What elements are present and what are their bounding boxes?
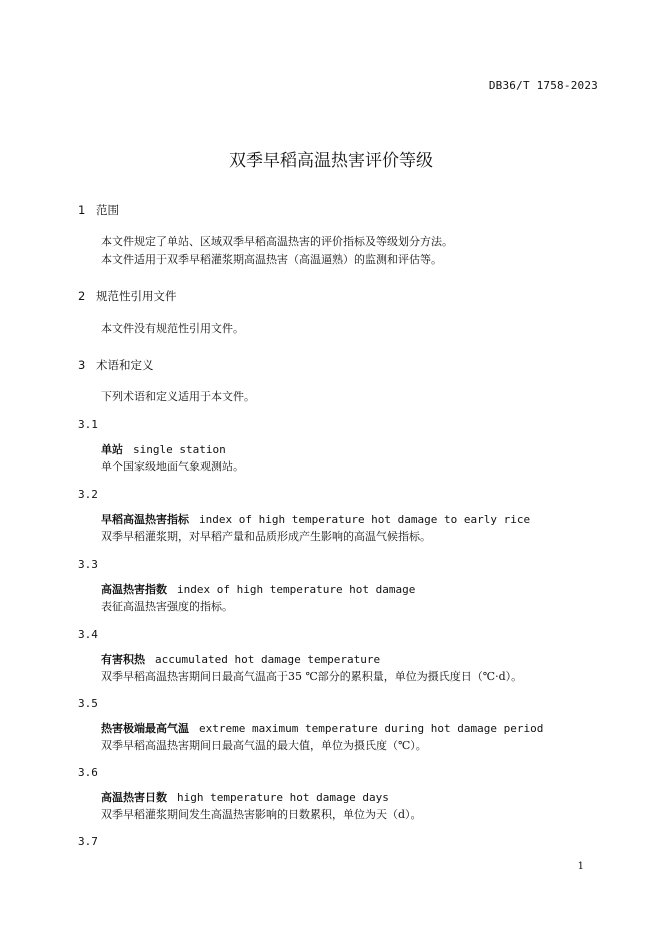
term-entry: [101, 651, 380, 668]
paragraph: 下列术语和定义适用于本文件。: [101, 390, 255, 403]
term-english: high temperature hot damage days: [177, 791, 389, 804]
section-heading-3: [78, 357, 154, 373]
term-entry: [101, 789, 389, 806]
section-heading-2: [78, 288, 177, 304]
term-definition: 表征高温热害强度的指标。: [101, 600, 233, 613]
term-number: 3.3: [78, 558, 98, 571]
term-definition: 单个国家级地面气象观测站。: [101, 460, 244, 473]
section-title: 术语和定义: [96, 358, 154, 372]
document-number: DB36/T 1758-2023: [488, 79, 598, 92]
section-number: 3: [78, 358, 86, 372]
term-entry: [101, 720, 543, 737]
paragraph: 本文件规定了单站、区域双季早稻高温热害的评价指标及等级划分方法。: [101, 235, 453, 248]
term-entry: [101, 511, 530, 528]
section-title: 范围: [96, 203, 119, 217]
section-number: 2: [78, 289, 86, 303]
term-chinese: 高温热害日数: [101, 791, 167, 804]
page-number: 1: [577, 861, 584, 872]
term-english: extreme maximum temperature during hot damage period: [199, 722, 544, 735]
section-heading-1: [78, 202, 119, 218]
term-chinese: 有害积热: [101, 653, 145, 666]
term-english: index of high temperature hot damage: [177, 583, 416, 596]
term-number: 3.7: [78, 835, 98, 848]
paragraph: 本文件适用于双季早稻灌浆期高温热害（高温逼熟）的监测和评估等。: [101, 253, 442, 266]
term-number: 3.5: [78, 697, 98, 710]
term-definition: 双季早稻高温热害期间日最高气温的最大值，单位为摄氏度（℃）。: [101, 739, 427, 752]
term-definition: 双季早稻灌浆期间发生高温热害影响的日数累积，单位为天（d）。: [101, 808, 422, 821]
term-chinese: 热害极端最高气温: [101, 722, 189, 735]
term-entry: [101, 441, 226, 458]
term-chinese: 早稻高温热害指标: [101, 513, 189, 526]
term-english: single station: [133, 443, 226, 456]
document-title: 双季早稻高温热害评价等级: [229, 151, 433, 171]
term-number: 3.4: [78, 628, 98, 641]
section-title: 规范性引用文件: [96, 289, 177, 303]
term-number: 3.6: [78, 766, 98, 779]
term-chinese: 高温热害指数: [101, 583, 167, 596]
term-definition: 双季早稻高温热害期间日最高气温高于35 ℃部分的累积量，单位为摄氏度日（℃·d）。: [101, 670, 523, 683]
paragraph: 本文件没有规范性引用文件。: [101, 322, 244, 335]
term-definition: 双季早稻灌浆期，对早稻产量和品质形成产生影响的高温气候指标。: [101, 530, 431, 543]
term-chinese: 单站: [101, 443, 123, 456]
term-english: index of high temperature hot damage to early rice: [199, 513, 531, 526]
term-number: 3.1: [78, 418, 98, 431]
term-number: 3.2: [78, 488, 98, 501]
section-number: 1: [78, 203, 86, 217]
term-entry: [101, 581, 415, 598]
term-english: accumulated hot damage temperature: [155, 653, 381, 666]
